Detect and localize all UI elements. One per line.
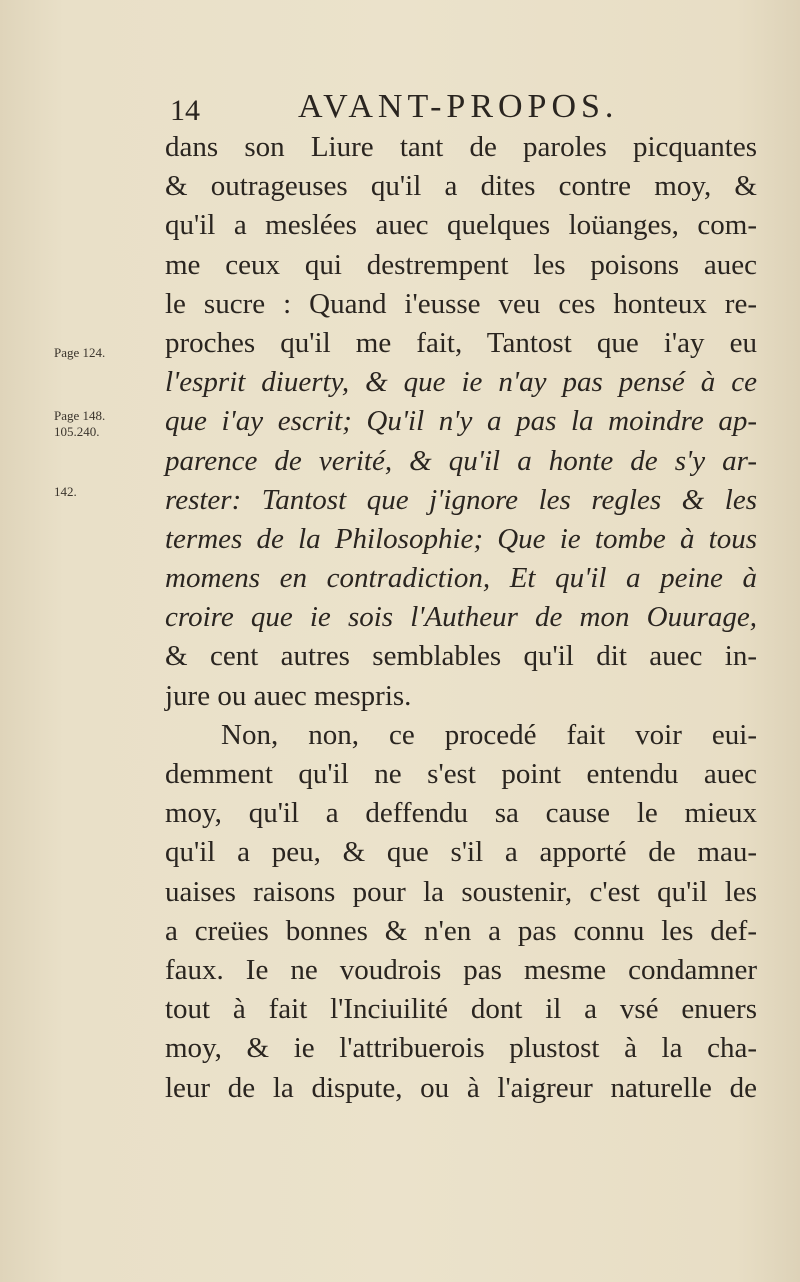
text-line: Non, non, ce procedé fait voir eui- — [221, 718, 757, 751]
page-header — [170, 88, 750, 128]
text-line: l'esprit diuerty, & que ie n'ay pas pensé à ce — [165, 366, 757, 399]
text-line: dans son Liure tant de paroles picquantes — [165, 131, 757, 163]
text-line: moy, & ie l'attribuerois plustost à la cha- — [165, 1032, 757, 1065]
text-line: rester: Tantost que j'ignore les regles & les — [165, 483, 757, 516]
text-line: le sucre : Quand i'eusse veu ces honteux re- — [165, 287, 757, 320]
margin-note: Page 148. — [54, 408, 106, 423]
text-line: que i'ay escrit; Qu'il n'y a pas la moindre ap- — [165, 405, 757, 438]
running-head: AVANT-PROPOS. — [298, 88, 619, 125]
text-line: & cent autres semblables qu'il dit auec in- — [165, 640, 757, 673]
text-line: demment qu'il ne s'est point entendu auec — [165, 758, 757, 790]
text-line: faux. Ie ne voudrois pas mesme condamner — [165, 953, 757, 986]
text-line: croire que ie sois l'Autheur de mon Ouurage, — [165, 601, 757, 634]
text-line: a creües bonnes & n'en a pas connu les def- — [165, 914, 757, 947]
text-line: leur de la dispute, ou à l'aigreur naturelle de — [165, 1071, 757, 1104]
margin-note: Page 124. — [54, 345, 106, 360]
body-text — [165, 128, 757, 1108]
text-line: momens en contradiction, Et qu'il a peine à — [165, 562, 757, 595]
text-line: moy, qu'il a deffendu sa cause le mieux — [165, 797, 757, 830]
text-line: jure ou auec mespris. — [165, 679, 412, 712]
text-line: & outrageuses qu'il a dites contre moy, & — [165, 170, 757, 203]
text-line: proches qu'il me fait, Tantost que i'ay eu — [165, 326, 757, 359]
text-line: qu'il a meslées auec quelques loüanges, com- — [165, 209, 757, 242]
text-line: qu'il a peu, & que s'il a apporté de mau- — [165, 836, 757, 869]
page-number: 14 — [170, 94, 200, 127]
text-line: parence de verité, & qu'il a honte de s'y ar- — [165, 444, 757, 477]
text-line: me ceux qui destrempent les poisons auec — [165, 248, 757, 281]
text-line: termes de la Philosophie; Que ie tombe à tous — [165, 522, 757, 555]
text-line: uaises raisons pour la soustenir, c'est qu'il les — [165, 875, 757, 908]
margin-note: 105.240. — [54, 424, 100, 439]
text-line: tout à fait l'Inciuilité dont il a vsé enuers — [165, 993, 757, 1026]
margin-note: 142. — [54, 484, 77, 499]
